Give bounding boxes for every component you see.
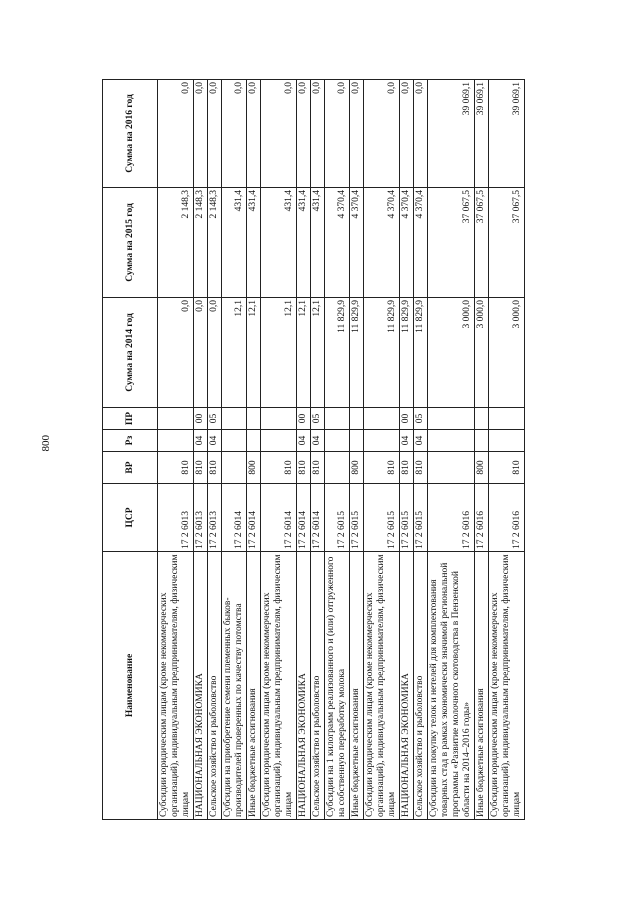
cell-rz: 04 (311, 430, 325, 452)
cell-rz (325, 430, 350, 452)
cell-name: Субсидии юридическим лицам (кроме некоммерческих организаций), индивидуальным предпринимателям, физическим лицам (364, 552, 400, 820)
table-row (364, 80, 400, 820)
col-header-rz: Рз (103, 430, 158, 452)
cell-csr: 17 2 6014 (311, 484, 325, 552)
cell-2015: 2 148,3 (158, 188, 194, 298)
table-row (489, 80, 525, 820)
cell-rz (247, 430, 261, 452)
cell-rz (350, 430, 364, 452)
cell-csr: 17 2 6014 (222, 484, 247, 552)
table-header-row (103, 80, 158, 820)
table-row (158, 80, 194, 820)
cell-2015: 4 370,4 (400, 188, 414, 298)
cell-vr: 810 (364, 452, 400, 484)
cell-csr: 17 2 6013 (208, 484, 222, 552)
cell-2016: 39 069,1 (428, 80, 475, 188)
cell-pr (325, 408, 350, 430)
cell-2015: 2 148,3 (208, 188, 222, 298)
cell-csr: 17 2 6015 (350, 484, 364, 552)
cell-vr: 810 (297, 452, 311, 484)
cell-2014: 11 829,9 (414, 298, 428, 408)
cell-2014: 11 829,9 (325, 298, 350, 408)
cell-2016: 39 069,1 (475, 80, 489, 188)
cell-2016: 0,0 (297, 80, 311, 188)
cell-vr (222, 452, 247, 484)
cell-2014: 3 000,0 (475, 298, 489, 408)
cell-rz (428, 430, 475, 452)
cell-csr: 17 2 6013 (194, 484, 208, 552)
cell-2014: 0,0 (158, 298, 194, 408)
budget-table (102, 79, 525, 820)
cell-csr: 17 2 6015 (325, 484, 350, 552)
cell-pr (364, 408, 400, 430)
col-header-2014: Сумма на 2014 год (103, 298, 158, 408)
cell-rz: 04 (400, 430, 414, 452)
cell-vr: 810 (489, 452, 525, 484)
cell-vr: 800 (475, 452, 489, 484)
cell-2014: 12,1 (222, 298, 247, 408)
cell-2016: 0,0 (247, 80, 261, 188)
cell-2015: 4 370,4 (364, 188, 400, 298)
cell-vr: 810 (400, 452, 414, 484)
cell-vr (428, 452, 475, 484)
col-header-2015: Сумма на 2015 год (103, 188, 158, 298)
cell-pr (428, 408, 475, 430)
cell-2015: 431,4 (297, 188, 311, 298)
cell-2016: 0,0 (158, 80, 194, 188)
cell-pr (350, 408, 364, 430)
col-header-name: Наименование (103, 552, 158, 820)
cell-csr: 17 2 6016 (428, 484, 475, 552)
cell-2016: 0,0 (364, 80, 400, 188)
cell-2014: 0,0 (194, 298, 208, 408)
col-header-pr: ПР (103, 408, 158, 430)
cell-csr: 17 2 6015 (400, 484, 414, 552)
cell-2015: 37 067,5 (428, 188, 475, 298)
page-number: 800 (40, 435, 52, 452)
cell-rz (364, 430, 400, 452)
cell-2015: 4 370,4 (325, 188, 350, 298)
cell-vr: 800 (350, 452, 364, 484)
cell-2015: 431,4 (222, 188, 247, 298)
cell-name: Субсидии юридическим лицам (кроме некоммерческих организаций), индивидуальным предпринимателям, физическим лицам (489, 552, 525, 820)
cell-pr (158, 408, 194, 430)
table-row (261, 80, 297, 820)
cell-name: Субсидии юридическим лицам (кроме некоммерческих организаций), индивидуальным предпринимателям, физическим лицам (158, 552, 194, 820)
cell-vr (325, 452, 350, 484)
cell-2015: 4 370,4 (414, 188, 428, 298)
cell-rz (475, 430, 489, 452)
cell-2014: 11 829,9 (364, 298, 400, 408)
cell-csr: 17 2 6014 (261, 484, 297, 552)
col-header-2016: Сумма на 2016 год (103, 80, 158, 188)
cell-rz (261, 430, 297, 452)
cell-2014: 3 000,0 (428, 298, 475, 408)
cell-csr: 17 2 6014 (297, 484, 311, 552)
cell-pr: 00 (400, 408, 414, 430)
cell-2014: 12,1 (311, 298, 325, 408)
cell-2016: 0,0 (325, 80, 350, 188)
cell-csr: 17 2 6015 (414, 484, 428, 552)
cell-pr (475, 408, 489, 430)
cell-name: Субсидии на 1 килограмм реализованного и (или) отгруженного на собственную переработку молока (325, 552, 350, 820)
cell-rz (489, 430, 525, 452)
cell-pr: 05 (208, 408, 222, 430)
cell-vr: 810 (414, 452, 428, 484)
cell-vr: 810 (208, 452, 222, 484)
cell-csr: 17 2 6013 (158, 484, 194, 552)
cell-2016: 0,0 (194, 80, 208, 188)
cell-2014: 3 000,0 (489, 298, 525, 408)
cell-name: НАЦИОНАЛЬНАЯ ЭКОНОМИКА (194, 552, 208, 820)
cell-2015: 431,4 (247, 188, 261, 298)
cell-pr: 00 (297, 408, 311, 430)
cell-2014: 0,0 (208, 298, 222, 408)
cell-2016: 0,0 (311, 80, 325, 188)
cell-pr (489, 408, 525, 430)
cell-2014: 12,1 (261, 298, 297, 408)
table-row (400, 80, 414, 820)
table-row (194, 80, 208, 820)
cell-pr: 05 (311, 408, 325, 430)
cell-name: НАЦИОНАЛЬНАЯ ЭКОНОМИКА (400, 552, 414, 820)
cell-name: НАЦИОНАЛЬНАЯ ЭКОНОМИКА (297, 552, 311, 820)
cell-rz: 04 (194, 430, 208, 452)
cell-rz: 04 (414, 430, 428, 452)
cell-name: Сельское хозяйство и рыболовство (311, 552, 325, 820)
cell-name: Сельское хозяйство и рыболовство (414, 552, 428, 820)
cell-2015: 37 067,5 (475, 188, 489, 298)
cell-rz: 04 (208, 430, 222, 452)
cell-2014: 12,1 (247, 298, 261, 408)
cell-2016: 0,0 (414, 80, 428, 188)
cell-name: Субсидии на покупку телок и нетелей для комплектования товарных стад в рамках экономически значимой региональной программы «Развитие молочного скотоводства в Пензенской области на 2014–2016 годы» (428, 552, 475, 820)
col-header-vr: ВР (103, 452, 158, 484)
table-row (222, 80, 247, 820)
cell-rz (222, 430, 247, 452)
cell-2015: 431,4 (311, 188, 325, 298)
cell-name: Субсидии юридическим лицам (кроме некоммерческих организаций), индивидуальным предпринимателям, физическим лицам (261, 552, 297, 820)
cell-2016: 0,0 (222, 80, 247, 188)
cell-csr: 17 2 6015 (364, 484, 400, 552)
cell-vr: 810 (261, 452, 297, 484)
cell-name: Иные бюджетные ассигнования (350, 552, 364, 820)
cell-pr: 05 (414, 408, 428, 430)
table-row (350, 80, 364, 820)
cell-vr: 800 (247, 452, 261, 484)
cell-csr: 17 2 6014 (247, 484, 261, 552)
cell-2015: 37 067,5 (489, 188, 525, 298)
cell-2015: 4 370,4 (350, 188, 364, 298)
table-row (475, 80, 489, 820)
cell-2016: 0,0 (261, 80, 297, 188)
cell-2014: 12,1 (297, 298, 311, 408)
cell-name: Иные бюджетные ассигнования (247, 552, 261, 820)
table-row (247, 80, 261, 820)
table-row (414, 80, 428, 820)
cell-pr: 00 (194, 408, 208, 430)
cell-pr (222, 408, 247, 430)
cell-pr (247, 408, 261, 430)
cell-2014: 11 829,9 (350, 298, 364, 408)
cell-2014: 11 829,9 (400, 298, 414, 408)
cell-2016: 39 069,1 (489, 80, 525, 188)
cell-2016: 0,0 (208, 80, 222, 188)
cell-rz: 04 (297, 430, 311, 452)
cell-rz (158, 430, 194, 452)
rotated-page (102, 80, 534, 820)
cell-vr: 810 (158, 452, 194, 484)
cell-csr: 17 2 6016 (489, 484, 525, 552)
col-header-csr: ЦСР (103, 484, 158, 552)
cell-name: Субсидии на приобретение семени племенных быков-производителей проверенных по качеству потомства (222, 552, 247, 820)
table-row (208, 80, 222, 820)
table-row (297, 80, 311, 820)
cell-2016: 0,0 (350, 80, 364, 188)
table-row (428, 80, 475, 820)
cell-vr: 810 (311, 452, 325, 484)
cell-csr: 17 2 6016 (475, 484, 489, 552)
table-row (325, 80, 350, 820)
cell-2015: 431,4 (261, 188, 297, 298)
cell-2015: 2 148,3 (194, 188, 208, 298)
cell-name: Иные бюджетные ассигнования (475, 552, 489, 820)
cell-vr: 810 (194, 452, 208, 484)
table-row (311, 80, 325, 820)
cell-pr (261, 408, 297, 430)
cell-name: Сельское хозяйство и рыболовство (208, 552, 222, 820)
cell-2016: 0,0 (400, 80, 414, 188)
